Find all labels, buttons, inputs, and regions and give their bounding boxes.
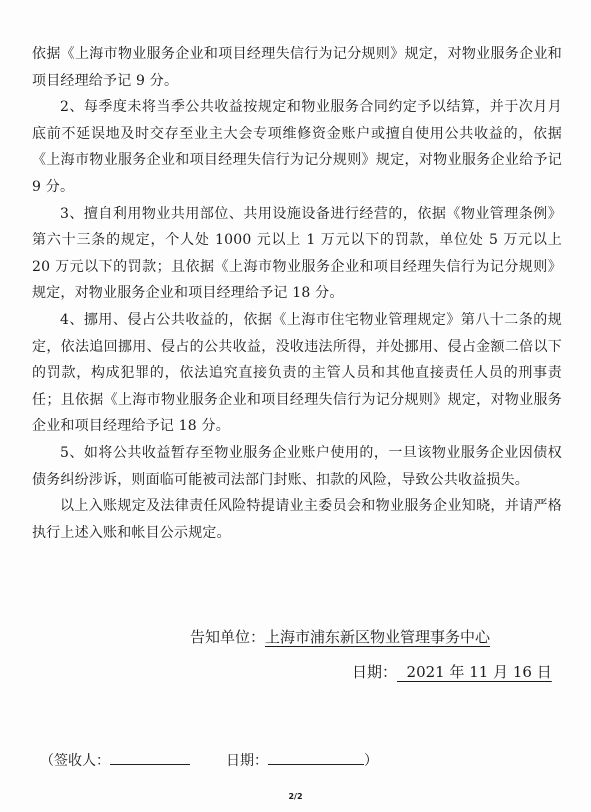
document-body	[32, 41, 562, 546]
receipt-signer-label: （签收人：	[40, 753, 110, 769]
paragraph-item-3: 3、擅自利用物业共用部位、共用设施设备进行经营的，依据《物业管理条例》第六十三条的规定，个人处 1000 元以上 1 万元以下的罚款，单位处 5 万元以上 20 万元以下的罚款；且依据《上海市物业服务企业和项目经理失信行为记分规则》规定，对物业服务企业和项目经理给予记 18 分。	[32, 205, 562, 302]
receipt-date-blank[interactable]	[268, 750, 364, 765]
signer-blank[interactable]	[110, 750, 190, 765]
receipt-line	[40, 750, 378, 770]
receipt-date-label: 日期：	[226, 753, 268, 769]
paragraph-item-4: 4、挪用、侵占公共收益的，依据《上海市住宅物业管理规定》第八十二条的规定，依法追回挪用、侵占的公共收益，没收违法所得，并处挪用、侵占金额二倍以下的罚款，构成犯罪的，依法追究直接负责的主管人员和其他直接责任人员的刑事责任；且依据《上海市物业服务企业和项目经理失信行为记分规则》规定，对物业服务企业和项目经理给予记 18 分。	[32, 311, 562, 435]
notifying-unit-line	[190, 626, 490, 647]
date-value: 2021 年 11 月 16 日	[397, 663, 552, 681]
notify-label: 告知单位：	[190, 628, 266, 646]
paragraph-closing: 以上入账规定及法律责任风险特提请业主委员会和物业服务企业知晓，并请严格执行上述入账和帐目公示规定。	[32, 498, 562, 541]
notify-unit-name: 上海市浦东新区物业管理事务中心	[265, 628, 491, 646]
receipt-close: ）	[364, 753, 378, 769]
page-number: 2/2	[288, 792, 303, 801]
paragraph-item-2: 2、每季度未将当季公共收益按规定和物业服务合同约定予以结算，并于次月月底前不延误地及时交存至业主大会专项维修资金账户或擅自使用公共收益的，依据《上海市物业服务企业和项目经理失信行为记分规则》规定，对物业服务企业给予记 9 分。	[32, 99, 562, 195]
paragraph-item-5: 5、如将公共收益暂存至物业服务企业账户使用的，一旦该物业服务企业因债权债务纠纷涉诉，则面临可能被司法部门封账、扣款的风险，导致公共收益损失。	[32, 444, 562, 488]
paragraph-1-continued: 依据《上海市物业服务企业和项目经理失信行为记分规则》规定，对物业服务企业和项目经理给予记 9 分。	[32, 46, 562, 89]
date-label: 日期：	[352, 663, 398, 681]
date-line	[352, 661, 552, 682]
